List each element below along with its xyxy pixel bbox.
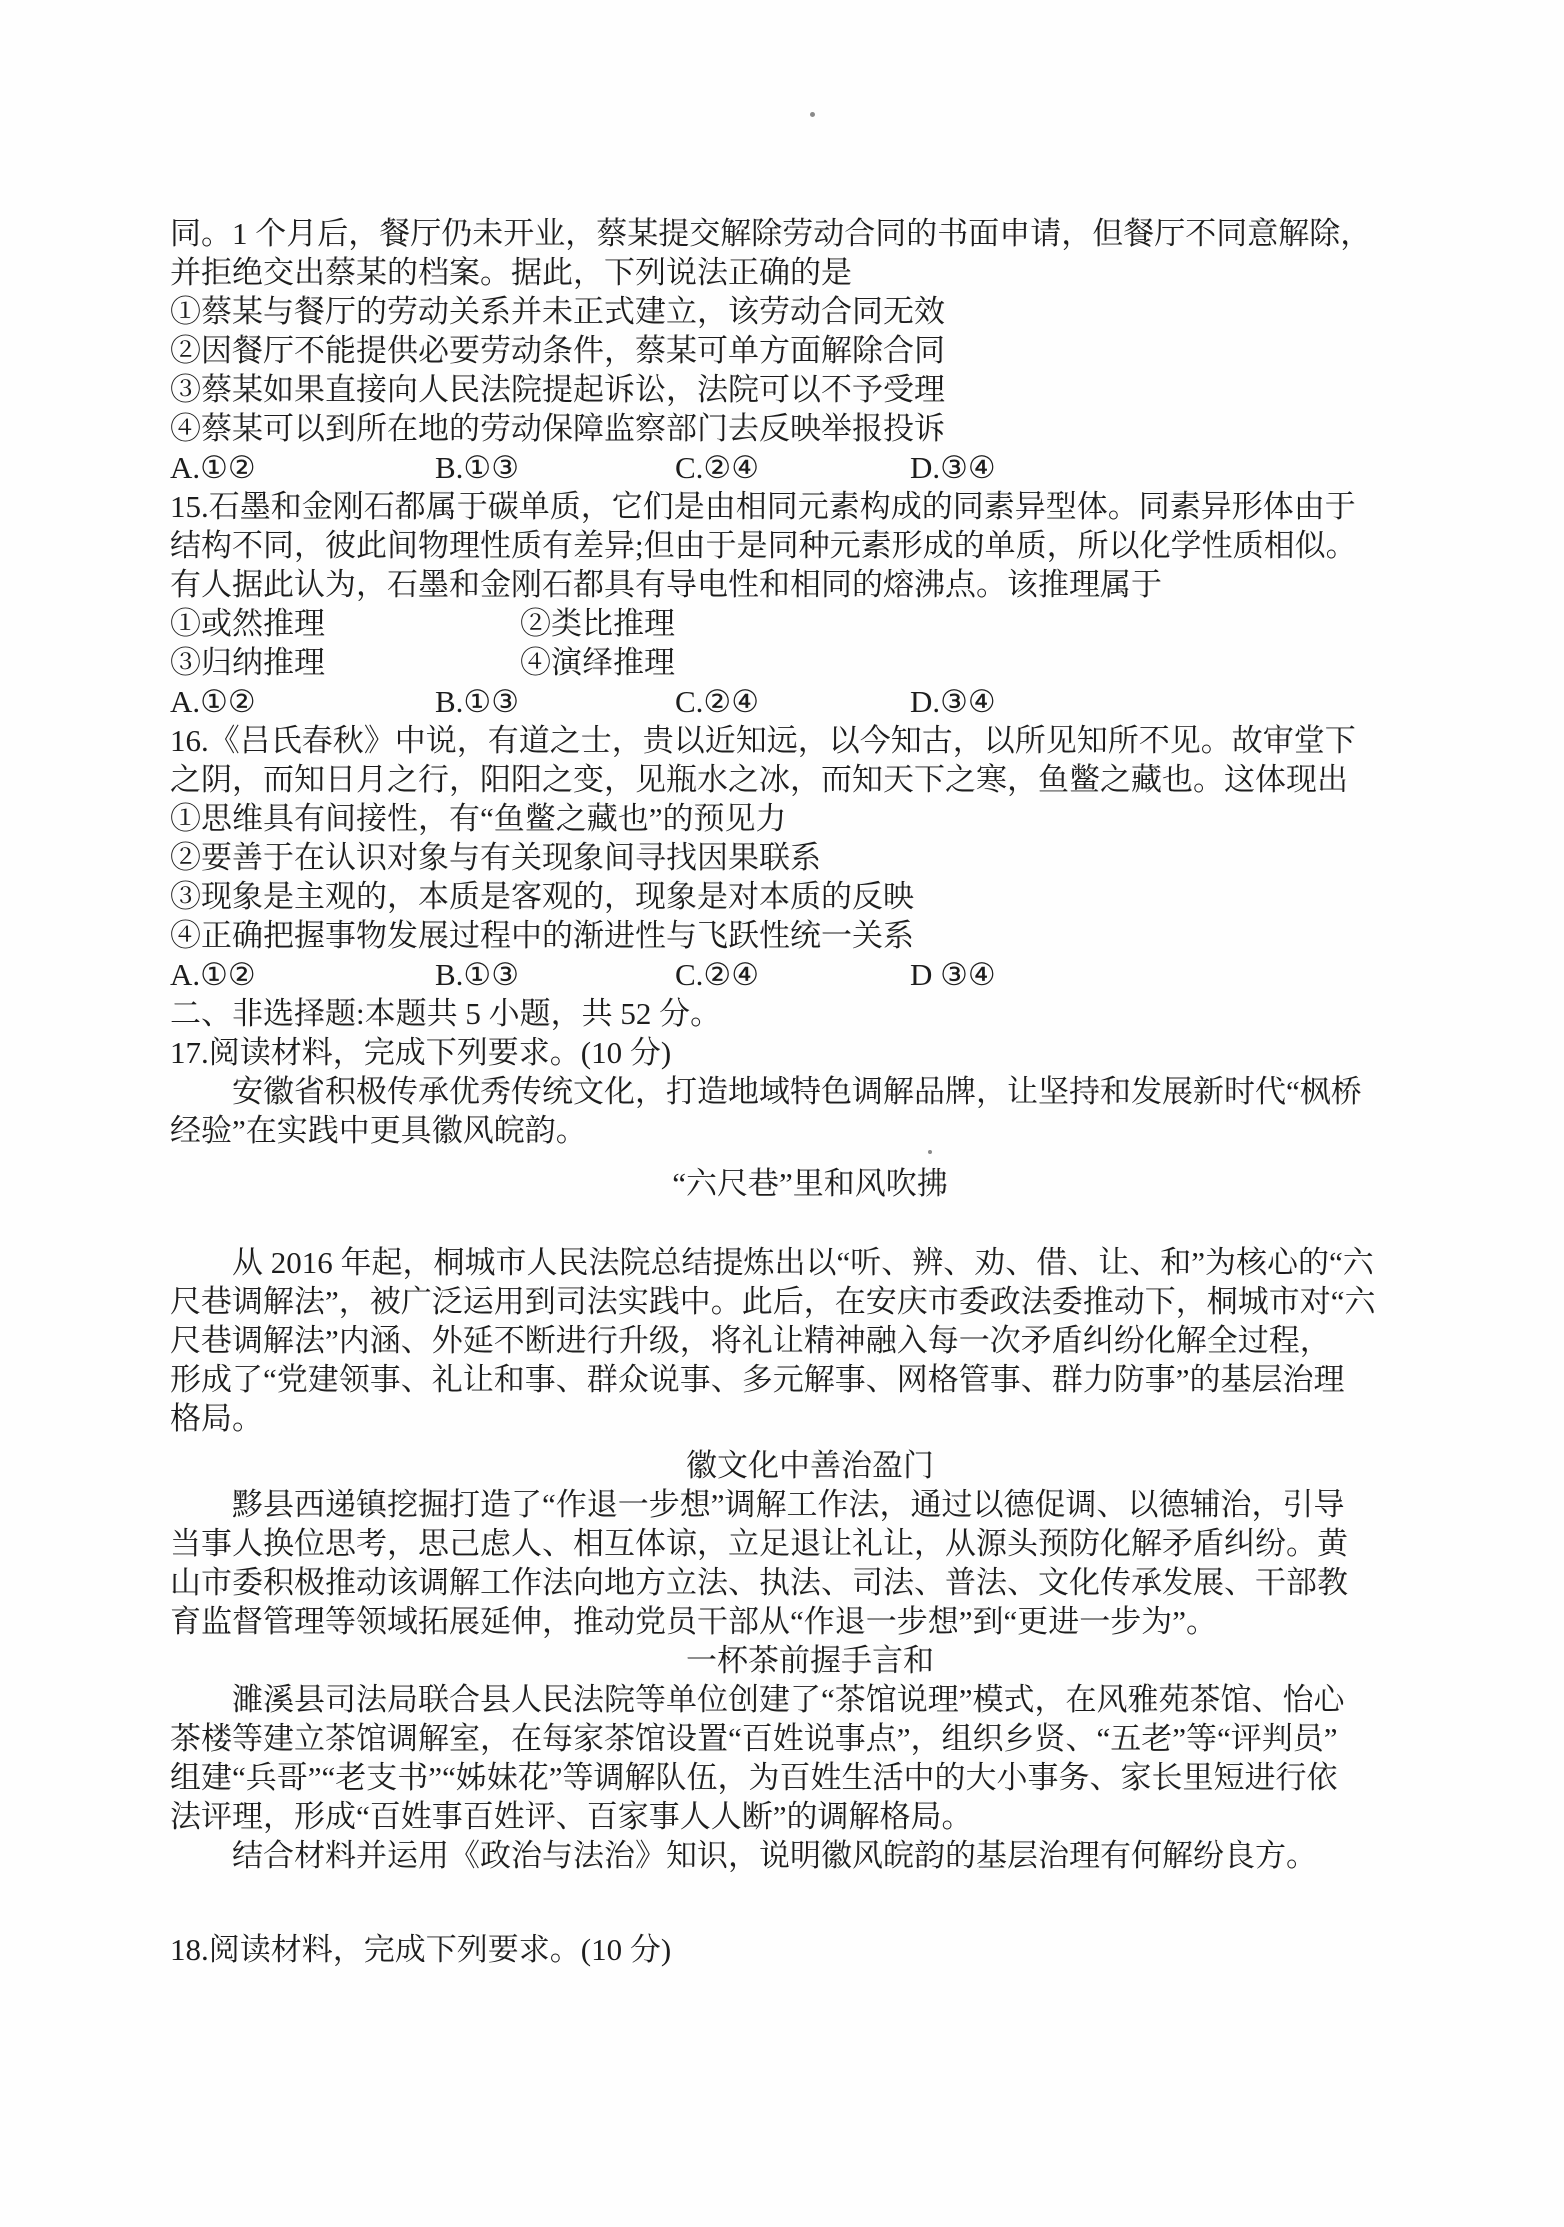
q15-choices-row <box>170 682 1030 721</box>
question-17 <box>170 1033 1450 1875</box>
q15-numbered-option: ④演绎推理 <box>520 645 675 680</box>
q15-numbered-option: ③归纳推理 <box>170 645 325 680</box>
q16-choice-c: C.②④ <box>675 957 760 992</box>
q14-choice-b: B.①③ <box>435 450 520 485</box>
q14-choice-a: A.①② <box>170 450 256 485</box>
q17-title: 17.阅读材料，完成下列要求。(10 分) <box>170 1035 672 1070</box>
q15-numbered-pair-row <box>170 643 890 682</box>
question-16 <box>170 721 1450 994</box>
q15-choice-d: D.③④ <box>910 684 996 719</box>
section-2-header: 二、非选择题:本题共 5 小题，共 52 分。 <box>170 996 722 1031</box>
q17-material-heading-1: “六尺巷”里和风吹拂 <box>672 1166 948 1201</box>
q17-material-heading-2: 徽文化中善治盈门 <box>686 1448 934 1483</box>
q17-material-3-line: 组建“兵哥”“老支书”“姊妹花”等调解队伍，为百姓生活中的大小事务、家长里短进行依 <box>170 1760 1338 1795</box>
q16-numbered-option: ②要善于在认识对象与有关现象间寻找因果联系 <box>170 840 821 875</box>
q17-material-1-line: 从 2016 年起，桐城市人民法院总结提炼出以“听、辨、劝、借、让、和”为核心的“六 <box>232 1245 1374 1280</box>
q14-numbered-option: ①蔡某与餐厅的劳动关系并未正式建立，该劳动合同无效 <box>170 294 945 329</box>
q14-stem-line: 并拒绝交出蔡某的档案。据此，下列说法正确的是 <box>170 255 852 290</box>
q17-material-1-line: 格局。 <box>170 1401 263 1436</box>
q14-numbered-option: ③蔡某如果直接向人民法院提起诉讼，法院可以不予受理 <box>170 372 945 407</box>
q16-choice-b: B.①③ <box>435 957 520 992</box>
q15-numbered-pair-row <box>170 604 890 643</box>
q17-material-3-line: 法评理，形成“百姓事百姓评、百家事人人断”的调解格局。 <box>170 1799 973 1834</box>
q17-material-heading-3: 一杯茶前握手言和 <box>686 1643 934 1678</box>
q16-choices-row <box>170 955 1030 994</box>
q17-material-1-line: 尺巷调解法”，被广泛运用到司法实践中。此后，在安庆市委政法委推动下，桐城市对“六 <box>170 1284 1376 1319</box>
question-15 <box>170 487 1450 721</box>
q15-choice-c: C.②④ <box>675 684 760 719</box>
q16-stem-line: 之阴，而知日月之行，阳阳之变，见瓶水之冰，而知天下之寒，鱼鳖之藏也。这体现出 <box>170 762 1348 797</box>
q17-material-1-line: 尺巷调解法”内涵、外延不断进行升级，将礼让精神融入每一次矛盾纠纷化解全过程， <box>170 1323 1331 1358</box>
q14-choices-row <box>170 448 1030 487</box>
q14-numbered-option: ②因餐厅不能提供必要劳动条件，蔡某可单方面解除合同 <box>170 333 945 368</box>
q15-numbered-option: ②类比推理 <box>520 606 675 641</box>
q14-stem-line: 同。1 个月后，餐厅仍未开业，蔡某提交解除劳动合同的书面申请，但餐厅不同意解除， <box>170 216 1372 251</box>
q16-stem-line: 16.《吕氏春秋》中说，有道之士，贵以近知远，以今知古，以所见知所不见。故审堂下 <box>170 723 1356 758</box>
q15-stem-line: 结构不同，彼此间物理性质有差异;但由于是同种元素形成的单质，所以化学性质相似。 <box>170 528 1357 563</box>
q15-stem-line: 有人据此认为，石墨和金刚石都具有导电性和相同的熔沸点。该推理属于 <box>170 567 1162 602</box>
q16-numbered-option: ①思维具有间接性，有“鱼鳖之藏也”的预见力 <box>170 801 787 836</box>
q15-choice-b: B.①③ <box>435 684 520 719</box>
q16-numbered-option: ④正确把握事物发展过程中的渐进性与飞跃性统一关系 <box>170 918 914 953</box>
q16-choice-d: D ③④ <box>910 957 996 992</box>
scan-artifact-dot <box>810 112 815 117</box>
q14-choice-d: D.③④ <box>910 450 996 485</box>
q17-material-3-line: 茶楼等建立茶馆调解室，在每家茶馆设置“百姓说事点”，组织乡贤、“五老”等“评判员” <box>170 1721 1338 1756</box>
q17-task: 结合材料并运用《政治与法治》知识，说明徽风皖韵的基层治理有何解纷良方。 <box>232 1838 1317 1873</box>
q17-material-2-line: 黟县西递镇挖掘打造了“作退一步想”调解工作法，通过以德促调、以德辅治，引导 <box>232 1487 1345 1522</box>
q17-intro-line: 经验”在实践中更具徽风皖韵。 <box>170 1113 587 1148</box>
q17-material-1-line: 形成了“党建领事、礼让和事、群众说事、多元解事、网格管事、群力防事”的基层治理 <box>170 1362 1345 1397</box>
q17-material-2-line: 当事人换位思考，思己虑人、相互体谅，立足退让礼让，从源头预防化解矛盾纠纷。黄 <box>170 1526 1348 1561</box>
q18-title: 18.阅读材料，完成下列要求。(10 分) <box>170 1932 672 1967</box>
q17-material-2-line: 山市委积极推动该调解工作法向地方立法、执法、司法、普法、文化传承发展、干部教 <box>170 1565 1348 1600</box>
q16-numbered-option: ③现象是主观的，本质是客观的，现象是对本质的反映 <box>170 879 914 914</box>
q17-material-3-line: 濉溪县司法局联合县人民法院等单位创建了“茶馆说理”模式，在风雅苑茶馆、怡心 <box>232 1682 1345 1717</box>
q17-material-2-line: 育监督管理等领域拓展延伸，推动党员干部从“作退一步想”到“更进一步为”。 <box>170 1604 1218 1639</box>
q15-choice-a: A.①② <box>170 684 256 719</box>
q14-numbered-option: ④蔡某可以到所在地的劳动保障监察部门去反映举报投诉 <box>170 411 945 446</box>
q16-choice-a: A.①② <box>170 957 256 992</box>
q15-numbered-option: ①或然推理 <box>170 606 325 641</box>
q15-stem-line: 15.石墨和金刚石都属于碳单质，它们是由相同元素构成的同素异型体。同素异形体由于 <box>170 489 1356 524</box>
exam-content <box>170 214 1450 1969</box>
question-14 <box>170 214 1450 487</box>
question-18 <box>170 1930 1450 1969</box>
q14-choice-c: C.②④ <box>675 450 760 485</box>
q17-intro-line: 安徽省积极传承优秀传统文化，打造地域特色调解品牌，让坚持和发展新时代“枫桥 <box>232 1074 1362 1109</box>
